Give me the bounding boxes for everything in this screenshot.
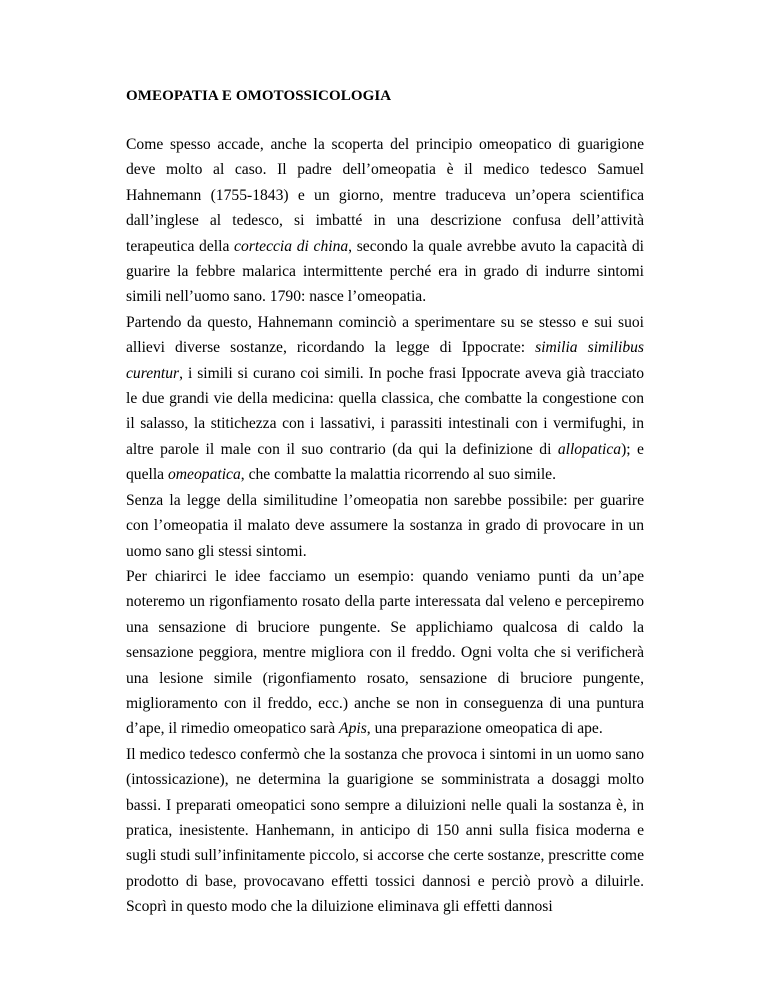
paragraph [126,488,644,564]
document-title: OMEOPATIA E OMOTOSSICOLOGIA [126,88,392,104]
paragraph-text: ); e quella [126,440,644,484]
italic-term: allopatica [557,440,622,458]
italic-term: omeopatica [168,466,241,484]
paragraph-text: Il medico tedesco confermò che la sostanza che provoca i sintomi in un uomo sano (intossicazione), ne determina la guarigione se somministrata a dosaggi molto bassi. I preparati omeopatici sono sempre a diluizioni nelle quali la sostanza è, in pratica, inesistente. Hanhemann, in anticipo di 150 anni sulla fisica moderna e sugli studi sull’infinitamente piccolo, si accorse che certe sostanze, prescritte come prodotto di base, provocavano effetti tossici dannosi e perciò provò a diluirle. Scoprì in questo modo che la diluizione eliminava gli effetti dannosi [126,745,644,916]
italic-term: similia similibus curentur [126,339,644,382]
paragraph-text: Partendo da questo, Hahnemann cominciò a sperimentare su se stesso e sui suoi allievi diverse sostanze, ricordando la legge di Ippocrate: [126,313,644,357]
paragraph-text: , una preparazione omeopatica di ape. [366,720,603,738]
document-body [126,132,644,920]
italic-term: Apis [339,720,367,738]
paragraph-text: , secondo la quale avrebbe avuto la capacità di guarire la febbre malarica intermittente perché era in grado di indurre sintomi simili nell’uomo sano. 1790: nasce l’omeopatia. [126,237,644,306]
paragraph [126,132,644,310]
italic-term: corteccia di china [234,237,349,255]
paragraph-text: , che combatte la malattia ricorrendo al suo simile. [240,466,556,484]
paragraph-text: Come spesso accade, anche la scoperta del principio omeopatico di guarigione deve molto al caso. Il padre dell’omeopatia è il medico tedesco Samuel Hahnemann (1755-1843) e un giorno, mentre traduceva un’opera scientifica dall’inglese al tedesco, si imbatté in una descrizione confusa dell’attività terapeutica della [126,136,644,255]
document-page [126,86,644,920]
paragraph-text: , i simili si curano coi simili. In poche frasi Ippocrate aveva già tracciato le due grandi vie della medicina: quella classica, che combatte la congestione con il salasso, la stitichezza con i lassativi, i parassiti intestinali con i vermifughi, in altre parole il male con il suo contrario (da qui la definizione di [126,364,644,458]
paragraph [126,564,644,742]
paragraph-text: Per chiarirci le idee facciamo un esempio: quando veniamo punti da un’ape noteremo un rigonfiamento rosato della parte interessata dal veleno e percepiremo una sensazione di bruciore pungente. Se applichiamo qualcosa di caldo la sensazione peggiora, mentre migliora con il freddo. Ogni volta che si verificherà una lesione simile (rigonfiamento rosato, sensazione di bruciore pungente, miglioramento con il freddo, ecc.) anche se non in conseguenza di una puntura d’ape, il rimedio omeopatico sarà [126,567,644,738]
paragraph [126,310,644,488]
paragraph-text: Senza la legge della similitudine l’omeopatia non sarebbe possibile: per guarire con l’omeopatia il malato deve assumere la sostanza in grado di provocare in un uomo sano gli stessi sintomi. [126,491,644,560]
paragraph [126,742,644,920]
